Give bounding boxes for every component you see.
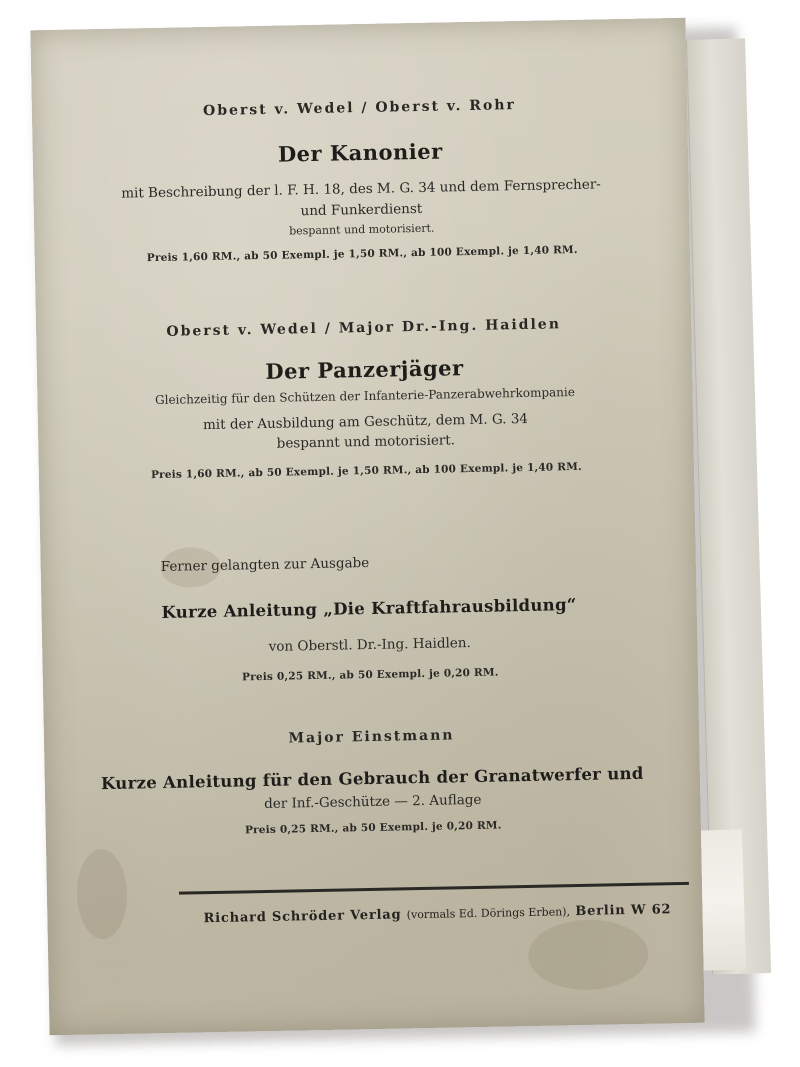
book3-author: von Oberstl. Dr.-Ing. Haidlen.	[268, 635, 471, 655]
book2-title: Der Panzerjäger	[265, 355, 464, 384]
cover-text	[30, 18, 704, 1035]
book1-title: Der Kanonier	[277, 138, 443, 167]
publisher-imprint	[177, 902, 697, 927]
book1-description-3: bespannt und motorisiert.	[289, 221, 435, 238]
book2-price: Preis 1,60 RM., ab 50 Exempl. je 1,50 RM., ab 100 Exempl. je 1,40 RM.	[150, 460, 582, 482]
book3-title: Kurze Anleitung „Die Kraftfahrausbildung“	[161, 595, 577, 622]
spine-tape	[698, 829, 746, 970]
book1-price: Preis 1,60 RM., ab 50 Exempl. je 1,50 RM., ab 100 Exempl. je 1,40 RM.	[146, 243, 578, 265]
book2-author: Oberst v. Wedel / Major Dr.-Ing. Haidlen	[166, 316, 562, 340]
book4-author: Major Einstmann	[288, 727, 455, 747]
book1-description: mit Beschreibung der l. F. H. 18, des M. G. 34 und dem Fernsprecher-	[121, 176, 601, 202]
divider-rule	[179, 882, 689, 895]
book4-title-2: der Inf.-Geschütze — 2. Auflage	[263, 791, 482, 813]
book4-title: Kurze Anleitung für den Gebrauch der Granatwerfer und	[100, 763, 644, 794]
book-back-cover	[30, 18, 704, 1035]
publisher-name: Richard Schröder Verlag	[203, 907, 402, 927]
publisher-formerly: (vormals Ed. Dörings Erben),	[406, 905, 571, 922]
book1-description-2: und Funkerdienst	[300, 200, 423, 220]
book4-price: Preis 0,25 RM., ab 50 Exempl. je 0,20 RM.	[244, 819, 502, 837]
book3-price: Preis 0,25 RM., ab 50 Exempl. je 0,20 RM.	[241, 666, 499, 684]
publisher-city: Berlin W 62	[575, 902, 672, 920]
book2-description: Gleichzeitig für den Schützen der Infanterie-Panzerabwehrkompanie	[154, 384, 576, 408]
further-heading: Ferner gelangten zur Ausgabe	[160, 554, 370, 575]
book2-description-3: bespannt und motorisiert.	[276, 432, 456, 452]
book1-author: Oberst v. Wedel / Oberst v. Rohr	[202, 97, 516, 120]
book2-description-2: mit der Ausbildung am Geschütz, dem M. G. 34	[202, 410, 529, 434]
